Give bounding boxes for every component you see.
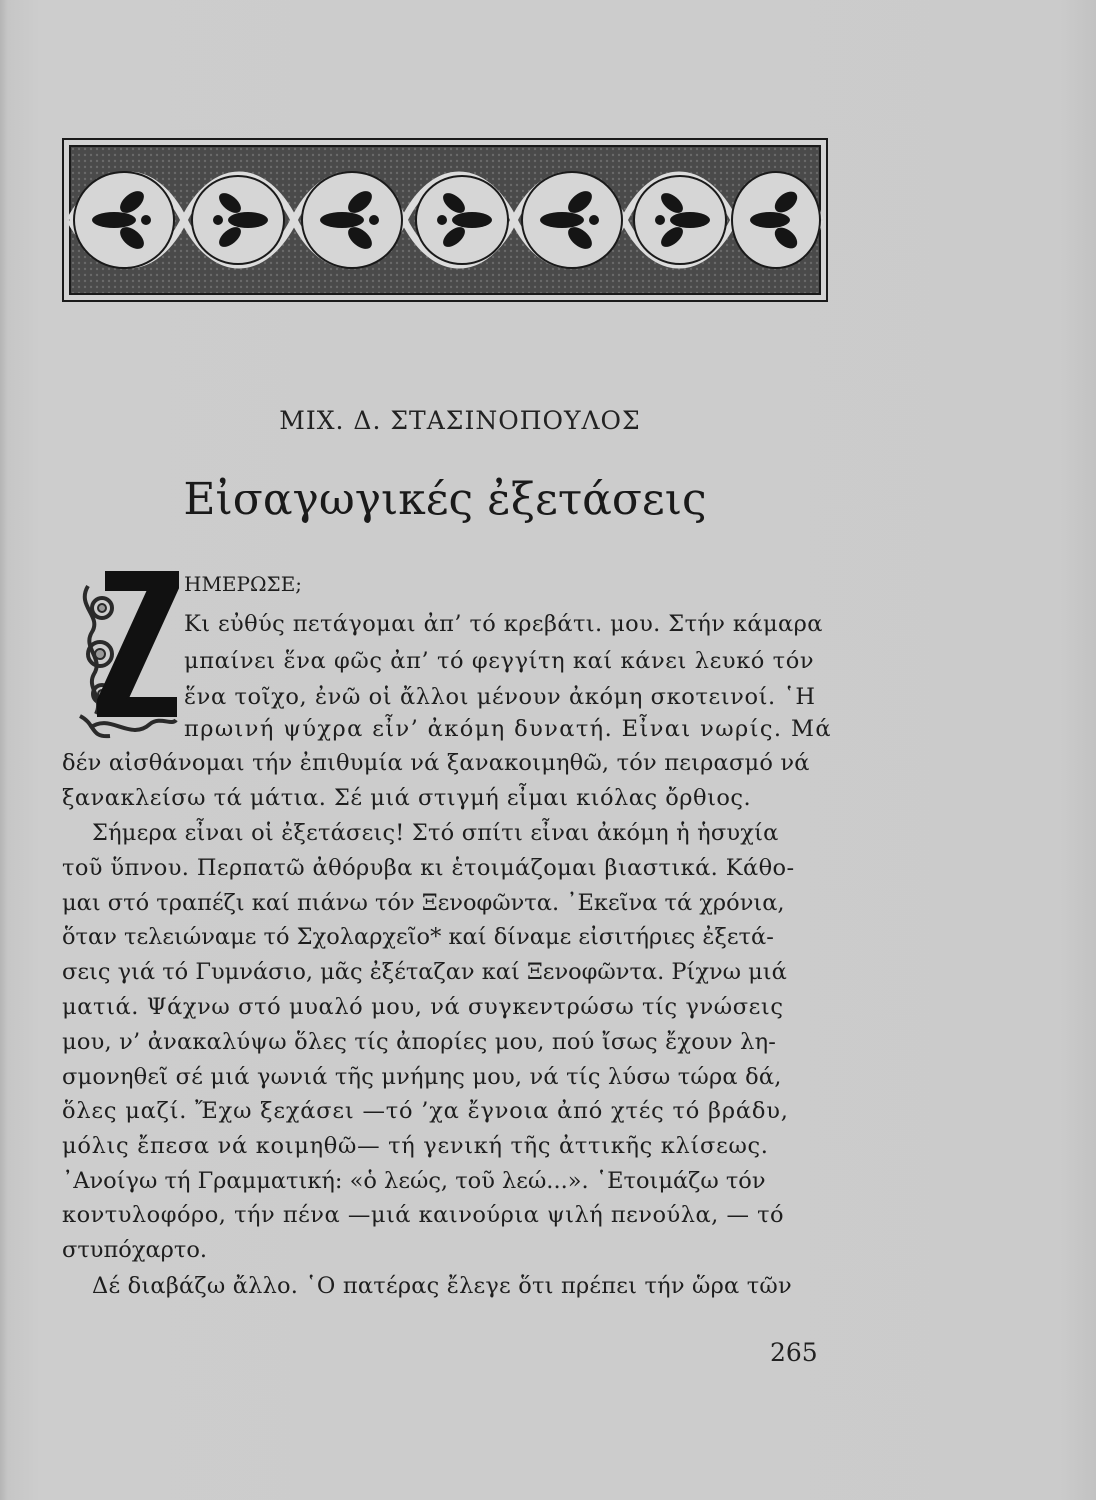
author-name: ΜΙΧ. Δ. ΣΤΑΣΙΝΟΠΟΥΛΟΣ	[279, 406, 641, 435]
body-line: Σήμερα εἶναι οἱ ἐξετάσεις! Στό σπίτι εἶναι ἀκόμη ἡ ἡσυχία	[92, 820, 779, 846]
body-line: μαι στό τραπέζι καί πιάνω τόν Ξενοφῶντα. ᾿Εκεῖνα τά χρόνια,	[62, 890, 785, 916]
body-line: ὅλες μαζί. Ἔχω ξεχάσει —τό ’χα ἔγνοια ἀπό χτές τό βράδυ,	[62, 1098, 789, 1124]
body-line: μπαίνει ἕνα φῶς ἀπ’ τό φεγγίτη καί κάνει λευκό τόν	[184, 648, 815, 674]
body-line: δέν αἰσθάνομαι τήν ἐπιθυμία νά ξανακοιμηθῶ, τόν πειρασμό νά	[62, 750, 810, 776]
chapter-title: Εἰσαγωγικές ἐξετάσεις	[183, 474, 707, 525]
body-line: πρωινή ψύχρα εἶν’ ἀκόμη δυνατή. Εἶναι νωρίς. Μά	[184, 716, 832, 742]
body-line: μου, ν’ ἀνακαλύψω ὅλες τίς ἀπορίες μου, πού ἴσως ἔχουν λη-	[62, 1029, 777, 1055]
body-line: ᾿Ανοίγω τή Γραμματική: «ὁ λεώς, τοῦ λεώ...». ῾Ετοιμάζω τόν	[62, 1168, 766, 1194]
body-line: κοντυλοφόρο, τήν πένα —μιά καινούρια ψιλή πενούλα, — τό	[62, 1202, 785, 1228]
body-line: ξανακλείσω τά μάτια. Σέ μιά στιγμή εἶμαι κιόλας ὄρθιος.	[62, 785, 752, 811]
illuminated-dropcap	[80, 551, 180, 742]
body-line: Κι εὐθύς πετάγομαι ἀπ’ τό κρεβάτι. μου. Στήν κάμαρα	[184, 611, 823, 637]
body-line: σμονηθεῖ σέ μιά γωνιά τῆς μνήμης μου, νά τίς λύσω τώρα δά,	[62, 1064, 782, 1090]
body-line: στυπόχαρτο.	[62, 1237, 208, 1263]
ornamental-header-band	[62, 138, 828, 302]
page-number: 265	[770, 1338, 818, 1367]
ornament-pattern-icon	[64, 140, 826, 300]
body-line: ΗΜΕΡΩΣΕ;	[184, 572, 303, 596]
dropcap-z-icon	[80, 551, 180, 742]
body-line: ματιά. Ψάχνω στό μυαλό μου, νά συγκεντρώσω τίς γνώσεις	[62, 994, 784, 1020]
body-line: Δέ διαβάζω ἄλλο. ῾Ο πατέρας ἔλεγε ὅτι πρέπει τήν ὥρα τῶν	[92, 1273, 792, 1299]
body-line: ἕνα τοῖχο, ἐνῶ οἱ ἄλλοι μένουν ἀκόμη σκοτεινοί. ῾Η	[184, 684, 816, 710]
body-line: μόλις ἔπεσα νά κοιμηθῶ— τή γενική τῆς ἀττικῆς κλίσεως.	[62, 1133, 769, 1159]
body-line: τοῦ ὕπνου. Περπατῶ ἀθόρυβα κι ἑτοιμάζομαι βιαστικά. Κάθο-	[62, 855, 795, 881]
body-line: σεις γιά τό Γυμνάσιο, μᾶς ἐξέταζαν καί Ξενοφῶντα. Ρίχνω μιά	[62, 959, 787, 985]
dropcap-letter: Z	[80, 551, 92, 570]
body-line: ὅταν τελειώναμε τό Σχολαρχεῖο* καί δίναμε εἰσιτήριες ἐξετά-	[62, 924, 774, 950]
